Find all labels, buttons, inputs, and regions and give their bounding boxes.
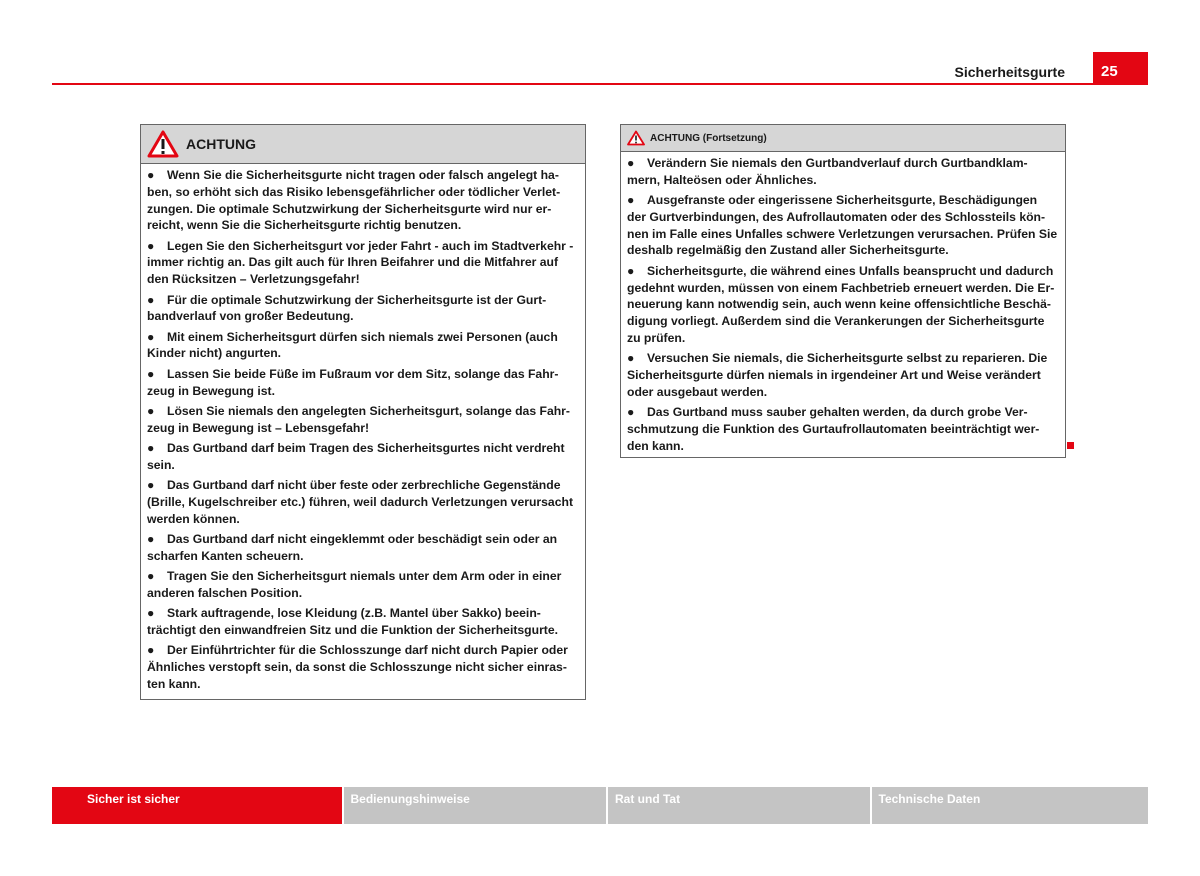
warning-item: [147, 366, 579, 400]
bullet-icon: ●: [147, 440, 155, 455]
bullet-icon: ●: [627, 405, 635, 420]
warning-title: ACHTUNG (Fortsetzung): [650, 132, 767, 144]
warning-item: [147, 292, 579, 326]
warning-item: [627, 155, 1059, 189]
bullet-icon: ●: [147, 606, 155, 621]
warning-item: [627, 404, 1059, 454]
warning-item: [147, 403, 579, 437]
end-of-section-marker: [1067, 442, 1074, 449]
warning-item-text: Versuchen Sie niemals, die Sicherheitsgurte selbst zu reparieren. Die Sicherheitsgurte dürfen niemals in irgendeiner Art und Weise verändert oder ausgebaut werden.: [627, 351, 1048, 399]
footer-tab-rat-und-tat[interactable]: Rat und Tat: [608, 787, 870, 824]
warning-item-text: Das Gurtband muss sauber gehalten werden, da durch grobe Ver-schmutzung die Funktion des Gurtaufrollautomaten beeinträchtigt wer-den kann.: [627, 405, 1040, 453]
bullet-icon: ●: [627, 193, 635, 208]
bullet-icon: ●: [147, 366, 155, 381]
warning-item-text: Mit einem Sicherheitsgurt dürfen sich niemals zwei Personen (auch Kinder nicht) angurten.: [147, 329, 558, 361]
bullet-icon: ●: [147, 238, 155, 253]
section-title: Sicherheitsgurte: [954, 64, 1065, 80]
warning-triangle-icon: [147, 130, 179, 158]
page-number: 25: [1093, 52, 1148, 85]
warning-item: [627, 263, 1059, 347]
bullet-icon: ●: [147, 168, 155, 182]
warning-item-text: Stark auftragende, lose Kleidung (z.B. Mantel über Sakko) beein-trächtigt den einwandfreien Sitz und die Funktion der Sicherheitsgurte.: [147, 606, 559, 637]
warning-header: [621, 125, 1065, 152]
warning-item: [147, 167, 579, 234]
warning-list: [621, 152, 1065, 455]
warning-item-text: Ausgefranste oder eingerissene Sicherheitsgurte, Beschädigungen der Gurtverbindungen, des Aufrollautomaten oder des Schlossteils kön-nen im Falle eines Unfalles schwere Verletzungen verursachen. Prüfen Sie deshalb regelmäßig den Zustand aller Sicherheitsgurte.: [627, 193, 1058, 258]
bullet-icon: ●: [627, 351, 635, 366]
warning-item-text: Für die optimale Schutzwirkung der Sicherheitsgurte ist der Gurt-bandverlauf von großer Bedeutung.: [147, 292, 547, 324]
warning-item-text: Das Gurtband darf beim Tragen des Sicherheitsgurtes nicht verdreht sein.: [147, 440, 565, 472]
footer-tab-technische-daten[interactable]: Technische Daten: [872, 787, 1148, 824]
warning-list: [141, 164, 585, 693]
footer-tab-bedienungshinweise[interactable]: Bedienungshinweise: [344, 787, 607, 824]
warning-item-text: Das Gurtband darf nicht eingeklemmt oder beschädigt sein oder an scharfen Kanten scheuern.: [147, 531, 558, 563]
bullet-icon: ●: [147, 329, 155, 344]
bullet-icon: ●: [627, 156, 635, 170]
warning-item: [147, 531, 579, 565]
warning-title: ACHTUNG: [186, 136, 256, 152]
warning-item: [147, 642, 579, 692]
warning-item-text: Das Gurtband darf nicht über feste oder zerbrechliche Gegenstände (Brille, Kugelschreiber etc.) führen, weil dadurch Verletzungen verursacht werden können.: [147, 478, 573, 526]
header-rule: [52, 83, 1148, 85]
bullet-icon: ●: [147, 403, 155, 418]
warning-item-text: Lassen Sie beide Füße im Fußraum vor dem Sitz, solange das Fahr-zeug in Bewegung ist.: [147, 366, 559, 398]
warning-item-text: Lösen Sie niemals den angelegten Sicherheitsgurt, solange das Fahr-zeug in Bewegung ist – Lebensgefahr!: [147, 403, 570, 435]
bullet-icon: ●: [627, 263, 635, 278]
bullet-icon: ●: [147, 643, 155, 658]
warning-triangle-icon: [627, 130, 645, 146]
warning-item-text: Tragen Sie den Sicherheitsgurt niemals unter dem Arm oder in einer anderen falschen Position.: [147, 569, 562, 600]
warning-item: [147, 329, 579, 363]
warning-item: [147, 477, 579, 527]
warning-item-text: Wenn Sie die Sicherheitsgurte nicht tragen oder falsch angelegt ha-ben, so erhöht sich das Risiko lebensgefährlicher oder tödlicher Verlet-zungen. Die optimale Schutzwirkung der Sicherheitsgurte wird nur er-reicht, wenn Sie die Sicherheitsgurte richtig benutzen.: [147, 168, 561, 233]
bullet-icon: ●: [147, 478, 155, 493]
warning-item-text: Sicherheitsgurte, die während eines Unfalls beansprucht und dadurch gedehnt wurden, müssen von einem Fachbetrieb erneuert werden. Die Er-neuerung kann notwendig sein, auch wenn keine offensichtliche Beschä-digung vorliegt. Außerdem sind die Verankerungen der Sicherheitsgurte zu prüfen.: [627, 263, 1055, 345]
warning-item-text: Verändern Sie niemals den Gurtbandverlauf durch Gurtbandklam-mern, Halteösen oder Ähnliches.: [627, 156, 1028, 187]
warning-item: [627, 350, 1059, 400]
warning-item-text: Legen Sie den Sicherheitsgurt vor jeder Fahrt - auch im Stadtverkehr - immer richtig an. Das gilt auch für Ihren Beifahrer und die Mitfahrer auf den Rücksitzen – Verletzungsgefahr!: [147, 238, 574, 287]
footer-tab-sicher-ist-sicher[interactable]: Sicher ist sicher: [52, 787, 342, 824]
warning-box-left: [140, 124, 586, 700]
footer-navigation: [52, 787, 1148, 824]
warning-item: [627, 192, 1059, 259]
warning-item: [147, 440, 579, 474]
warning-item-text: Der Einführtrichter für die Schlosszunge darf nicht durch Papier oder Ähnliches verstopft sein, da sonst die Schlosszunge nicht sicher einras-ten kann.: [147, 643, 568, 691]
bullet-icon: ●: [147, 569, 155, 584]
warning-box-right: [620, 124, 1066, 458]
warning-item: [147, 605, 579, 639]
warning-header: [141, 125, 585, 164]
bullet-icon: ●: [147, 531, 155, 546]
warning-item: [147, 238, 579, 288]
warning-item: [147, 568, 579, 602]
bullet-icon: ●: [147, 292, 155, 307]
